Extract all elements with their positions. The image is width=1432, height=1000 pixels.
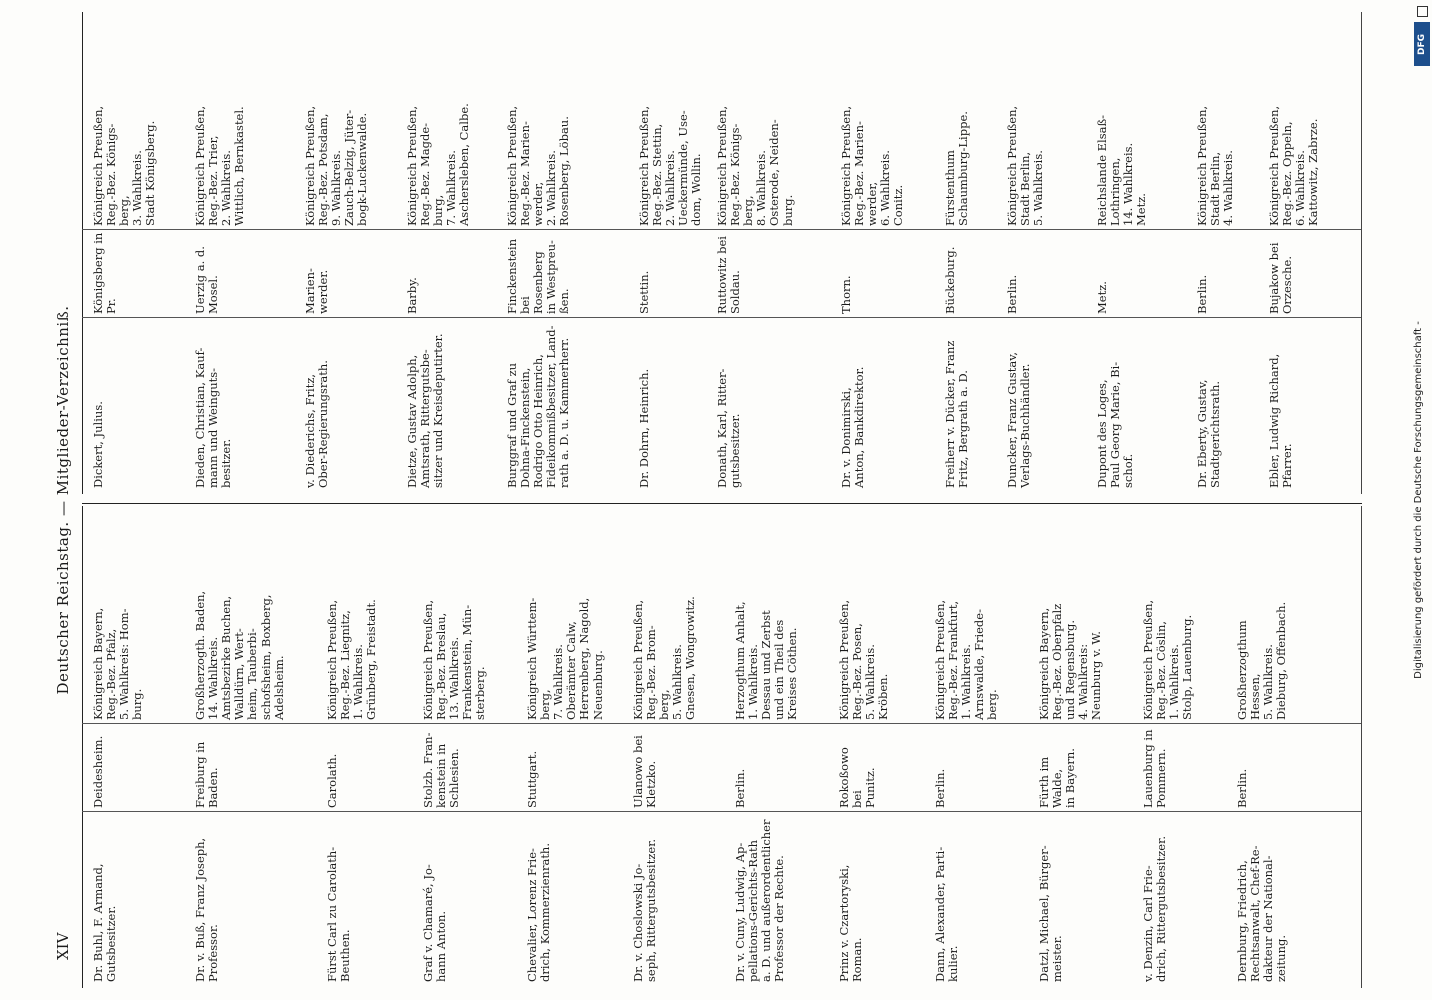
member-district: Königreich Preußen, Reg.-Bez. Magde- burg, 7. Wahlkreis. Aschersleben, Calbe. — [405, 103, 472, 226]
member-residence: Berlin. — [733, 768, 747, 808]
member-name: Dr. v. Donimirski, Anton, Bankdirektor. — [839, 366, 867, 488]
member-name: Dr. v. Choslowski Jo- seph, Rittergutsbesitzer. — [631, 838, 659, 982]
member-district: Königreich Preußen, Reg.-Bez. Marien- werder, 2. Wahlkreis. Rosenberg, Löbau. — [505, 105, 572, 226]
member-residence: Berlin. — [1195, 274, 1209, 314]
member-residence: Freiburg in Baden. — [193, 741, 221, 808]
member-name: Duncker, Franz Gustav, Verlags-Buchhändler. — [1005, 351, 1033, 488]
digitization-margin — [1406, 0, 1432, 1000]
member-district: Königreich Preußen, Reg.-Bez. Königs- berg, 3. Wahlkreis. Stadt Königsberg. — [91, 105, 158, 226]
page-header — [0, 0, 78, 1000]
member-district: Königreich Preußen, Reg.-Bez. Frankfurt, 1. Wahlkreis. Arnswalde, Friede- berg. — [933, 599, 1000, 720]
member-name: Graf v. Chamaré, Jo- hann Anton. — [421, 864, 449, 982]
member-district: Großherzogth. Baden, 14. Wahlkreis. Amtsbezirke Buchen, Walldürn, Wert- heim, Tauberbi- schofsheim, Boxberg, Adelsheim. — [193, 590, 286, 720]
member-district: Königreich Preußen, Reg.-Bez. Liegnitz, 1. Wahlkreis. Grünberg, Freistadt. — [325, 599, 379, 720]
member-residence: Bujakow bei Orzesche. — [1267, 242, 1295, 314]
member-district: Königreich Preußen, Stadt Berlin, 4. Wahlkreis. — [1195, 105, 1236, 226]
member-name: Dietze, Gustav Adolph, Amtsrath, Rittergutsbe- sitzer und Kreisdeputirter. — [405, 333, 446, 488]
member-residence: Bückeburg. — [943, 246, 957, 314]
member-district: Königreich Preußen, Reg.-Bez. Trier, 2. Wahlkreis. Wittlich, Bernkastel. — [193, 105, 247, 226]
member-residence: Marien- werder. — [303, 268, 331, 314]
member-district: Königreich Preußen, Reg.-Bez. Potsdam, 9. Wahlkreis. Zauch-Belzig, Jüter- bogk-Luckenwalde. — [303, 105, 370, 226]
column-divider — [82, 723, 1362, 724]
member-name: Burggraf und Graf zu Dohna-Finckenstein, Rodrigo Otto Heinrich, Fideikommißbesitzer, Land- rath a. D. u. Kammerherr. — [505, 325, 572, 488]
member-name: Dupont des Loges, Paul Georg Marie, Bi- schof. — [1095, 361, 1136, 488]
member-residence: Berlin. — [1005, 274, 1019, 314]
running-head: Deutscher Reichstag. — Mitglieder-Verzeichniß. — [54, 305, 72, 695]
member-residence: Uerzig a. d. Mosel. — [193, 246, 221, 314]
member-name: Dr. v. Buß, Franz Joseph, Professor. — [193, 837, 221, 982]
member-name: Dr. Buhl, F. Armand, Gutsbesitzer. — [91, 863, 119, 982]
member-residence: Königsberg in Pr. — [91, 232, 119, 314]
member-district: Königreich Preußen, Reg.-Bez. Posen, 5. Wahlkreis. Kröben. — [837, 599, 891, 720]
member-name: v. Diederichs, Fritz, Ober-Regierungsrath. — [303, 360, 331, 488]
member-name: Dann, Alexander, Parti- kulier. — [933, 846, 961, 982]
member-district: Königreich Preußen, Reg.-Bez. Stettin, 2. Wahlkreis. Ueckermünde, Use- dom, Wollin. — [637, 105, 704, 226]
member-district: Königreich Preußen, Reg.-Bez. Cöslin, 1. Wahlkreis. Stolp, Lauenburg. — [1141, 599, 1195, 720]
member-residence: Carolath. — [325, 753, 339, 808]
member-name: v. Denzin, Carl Frie- drich, Rittergutsbesitzer. — [1141, 836, 1169, 982]
member-residence: Barby. — [405, 277, 419, 314]
member-residence: Berlin. — [1235, 768, 1249, 808]
member-name: Dr. v. Cuny, Ludwig, Ap- pellations-Gerichts-Rath a. D. und außerordentlicher Professor der Rechte. — [733, 819, 787, 982]
member-district: Großherzogthum Hessen, 5. Wahlkreis. Dieburg, Offenbach. — [1235, 601, 1289, 720]
member-district: Königreich Preußen, Stadt Berlin, 5. Wahlkreis. — [1005, 105, 1046, 226]
member-residence: Stuttgart. — [525, 750, 539, 808]
member-residence: Lauenburg in Pommern. — [1141, 729, 1169, 808]
member-residence: Rokoßowo bei Punitz. — [837, 747, 878, 808]
member-district: Königreich Preußen, Reg.-Bez. Königs- berg, 8. Wahlkreis. Osterode, Neiden- burg. — [715, 105, 795, 226]
column-divider — [82, 229, 1362, 230]
member-residence: Metz. — [1095, 281, 1109, 314]
member-district: Herzogthum Anhalt, 1. Wahlkreis. Dessau und Zerbst und ein Theil des Kreises Cöthen. — [733, 601, 800, 720]
member-name: Freiherr v. Dücker, Franz Fritz, Bergrath a. D. — [943, 340, 971, 488]
member-name: Dr. Dohrn, Heinrich. — [637, 368, 651, 488]
member-residence: Finckenstein bei Rosenberg in Westpreu- ßen. — [505, 238, 572, 314]
table-top-rule — [82, 12, 83, 494]
member-district: Königreich Preußen, Reg.-Bez. Breslau, 13. Wahlkreis. Frankenstein, Mün- sterberg. — [421, 599, 488, 720]
member-residence: Ulanowo bei Kletzko. — [631, 735, 659, 808]
member-district: Fürstenthum Schaumburg-Lippe. — [943, 111, 971, 226]
member-district: Königreich Bayern, Reg.-Bez. Oberpfalz und Regensburg. 4. Wahlkreis: Neunburg v. W. — [1037, 603, 1104, 720]
digitization-note: Digitalisierung gefördert durch die Deutsche Forschungsgemeinschaft - — [1413, 321, 1424, 679]
member-name: Dernburg, Friedrich, Rechtsanwalt, Chef-Re- dakteur der National- zeitung. — [1235, 845, 1289, 982]
column-divider — [82, 317, 1362, 318]
table-top-rule — [82, 506, 83, 988]
member-residence: Ruttowitz bei Soldau. — [715, 236, 743, 314]
table-bottom-rule — [1361, 506, 1362, 988]
member-name: Fürst Carl zu Carolath- Beuthen. — [325, 846, 353, 982]
member-district: Königreich Preußen, Reg.-Bez. Oppeln, 6. Wahlkreis. Kattowitz, Zabrze. — [1267, 105, 1321, 226]
member-name: Dieden, Christian, Kauf- mann und Weinguts- besitzer. — [193, 347, 234, 488]
table-bottom-rule — [1361, 12, 1362, 494]
dfg-logo: DFG — [1414, 22, 1430, 66]
member-residence: Stettin. — [637, 270, 651, 314]
checkbox-mark — [1417, 6, 1428, 17]
member-district: Königreich Preußen, Reg.-Bez. Brom- berg, 5. Wahlkreis. Gnesen, Wongrowitz. — [631, 596, 698, 720]
member-residence: Fürth im Walde, in Bayern. — [1037, 748, 1078, 808]
member-district: Königreich Preußen, Reg.-Bez. Marien- werder, 6. Wahlkreis. Conitz. — [839, 105, 906, 226]
member-residence: Thorn. — [839, 275, 853, 314]
member-name: Prinz v. Czartoryski, Roman. — [837, 864, 865, 982]
right-table — [82, 12, 1362, 494]
page-number: XIV — [54, 932, 72, 960]
member-name: Datzl, Michael, Bürger- meister. — [1037, 845, 1065, 982]
member-name: Donath, Karl, Ritter- gutsbesitzer. — [715, 368, 743, 488]
member-residence: Deidesheim. — [91, 735, 105, 808]
column-divider — [82, 811, 1362, 812]
member-district: Reichslande Elsaß- Lothringen, 14. Wahlkreis. Metz. — [1095, 114, 1149, 226]
center-divider — [82, 503, 1362, 504]
member-name: Chevalier, Lorenz Frie- drich, Kommerzienrath. — [525, 843, 553, 982]
member-name: Dr. Eberty, Gustav, Stadtgerichtsrath. — [1195, 379, 1223, 488]
member-name: Ebler, Ludwig Richard, Pfarrer. — [1267, 353, 1295, 488]
member-district: Königreich Bayern, Reg.-Bez. Pfalz, 5. Wahlkreis: Hom- burg. — [91, 607, 145, 720]
member-residence: Berlin. — [933, 768, 947, 808]
member-residence: Stolzb. Fran- kenstein in Schlesien. — [421, 732, 462, 808]
left-table — [82, 506, 1362, 988]
member-district: Königreich Württem- berg, 7. Wahlkreis. Oberämter Calw, Herrenberg, Nagold, Neuenburg. — [525, 597, 605, 720]
member-name: Dickert, Julius. — [91, 401, 105, 488]
